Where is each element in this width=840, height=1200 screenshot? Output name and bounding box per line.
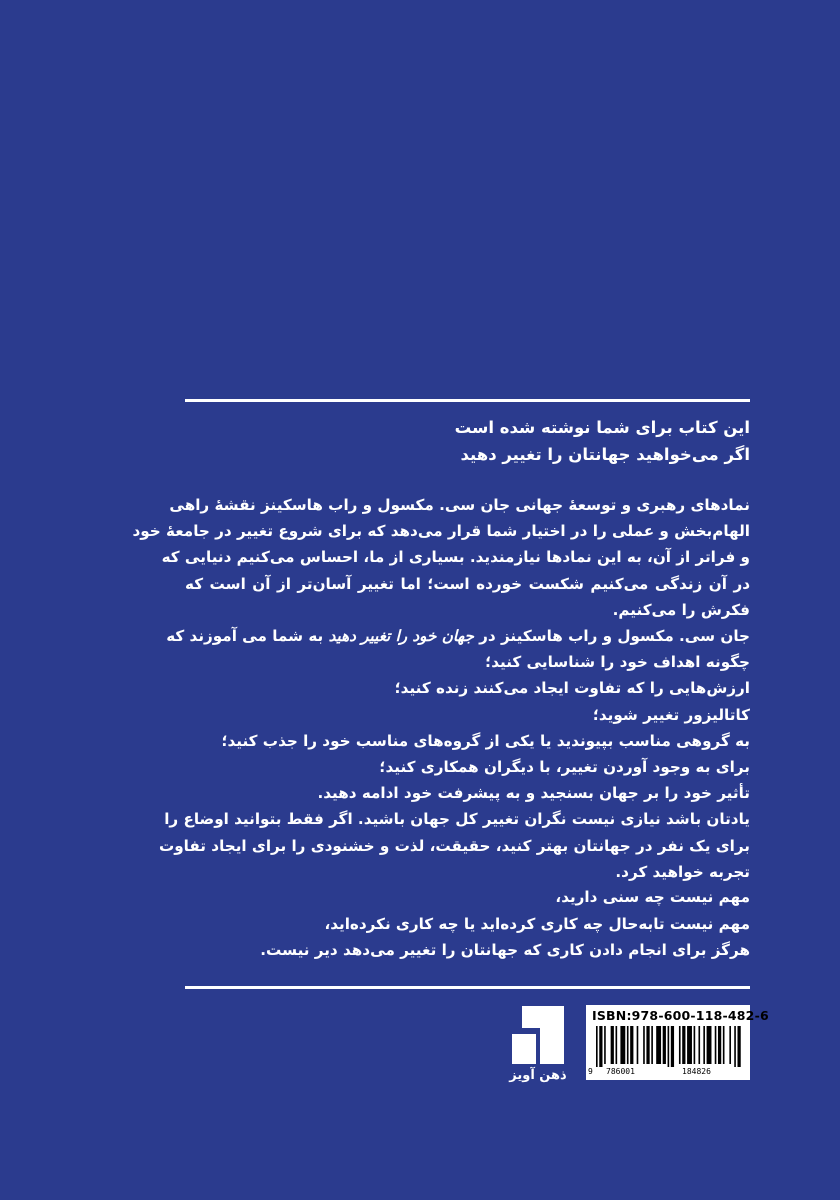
blurb-line: تأثیر خود را بر جهان بسنجید و به پیشرفت خود ادامه دهید. [317,784,750,803]
blurb-line: کاتالیزور تغییر شوید؛ [592,705,750,724]
barcode-bar [637,1026,639,1064]
barcode-bar [703,1026,705,1064]
isbn-label: ISBN:978-600-118-482-6 [592,1008,769,1023]
barcode-bar [737,1026,740,1068]
blurb-text [132,492,750,885]
barcode-bar [596,1026,598,1068]
barcode-bar [687,1026,692,1064]
barcode-digit-group-1: 786001 [606,1067,635,1076]
barcode-bar [668,1026,670,1068]
barcode-bar [630,1026,633,1064]
barcode-bar [611,1026,614,1064]
blurb-line: ارزش‌هایی را که تفاوت ایجاد می‌کنند زنده کنید؛ [394,679,750,698]
barcode-bar [723,1026,725,1064]
blurb-line: برای یک نفر در جهانتان بهتر کنید، حقیقت، لذت و خشنودی را برای ایجاد تفاوت [158,836,750,855]
barcode-bar [715,1026,717,1064]
barcode-bar [671,1026,674,1068]
barcode-bar [707,1026,712,1064]
barcode-bar [656,1026,661,1064]
barcode-bar [616,1026,618,1064]
barcode-bar [604,1026,606,1064]
barcode-digit-lead: 9 [588,1067,593,1076]
barcode-bar [646,1026,649,1064]
barcode-bar [698,1026,700,1064]
blurb-line: چگونه اهداف خود را شناسایی کنید؛ [485,653,750,672]
barcode-bar [620,1026,625,1064]
blurb-line-with-title [166,623,750,649]
cover-heading [185,414,750,468]
barcode-bar [682,1026,685,1064]
publisher-logo-icon [508,1004,568,1066]
closing-line-2: مهم نیست تابه‌حال چه کاری کرده‌اید یا چه کاری نکرده‌اید، [324,914,750,933]
blurb-line: برای به وجود آوردن تغییر، با دیگران همکاری کنید؛ [379,758,750,777]
barcode-bar [694,1026,696,1064]
barcode-bar [729,1026,731,1064]
barcode-bar [718,1026,721,1064]
blurb-line: یادتان باشد نیازی نیست نگران تغییر کل جهان باشید. اگر فقط بتوانید اوضاع را [164,810,750,829]
blurb-line: نمادهای رهبری و توسعهٔ جهانی جان سی. مکسول و راب هاسکینز نقشهٔ راهی [169,496,750,514]
barcode-bar [663,1026,666,1064]
blurb-line: در آن زندگی می‌کنیم شکست خورده است؛ اما تغییر آسان‌تر از آن است که [185,574,750,593]
publisher-name: ذهن آویز [509,1068,567,1083]
barcode-bar [643,1026,645,1064]
closing-line-3: هرگز برای انجام دادن کاری که جهانتان را تغییر می‌دهد دیر نیست. [260,941,750,959]
barcode-digits [586,1067,750,1079]
isbn-barcode [586,1005,769,1080]
blurb-line: فکرش را می‌کنیم. [612,600,750,619]
barcode-bar [679,1026,681,1064]
blurb-text-segment: به شما می آموزند که [166,627,329,646]
top-divider [185,399,750,402]
heading-line-2: اگر می‌خواهید جهانتان را تغییر دهید [460,445,750,464]
barcode-bar [734,1026,736,1068]
bottom-divider [185,986,750,989]
book-title: جهان خود را تغییر دهید [328,627,474,646]
barcode-digit-group-2: 184826 [682,1067,711,1076]
barcode-bar [651,1026,653,1064]
barcode-bars [596,1026,744,1068]
barcode-bar [627,1026,629,1064]
publisher-logo [508,1004,568,1088]
blurb-line: و فراتر از آن، به این نمادها نیازمندید. بسیاری از ما، احساس می‌کنیم دنیایی که [161,548,750,567]
blurb-text-segment: جان سی. مکسول و راب هاسکینز در [473,627,750,646]
blurb-line: تجربه خواهید کرد. [615,862,750,881]
closing-text [185,884,750,964]
barcode-bar [599,1026,602,1068]
closing-line-1: مهم نیست چه سنی دارید، [555,888,750,906]
heading-line-1: این کتاب برای شما نوشته شده است [454,418,750,437]
blurb-line: به گروهی مناسب بپیوندید یا یکی از گروه‌های مناسب خود را جذب کنید؛ [221,731,750,750]
blurb-line: الهام‌بخش و عملی را در اختیار شما قرار می‌دهد که برای شروع تغییر در جامعهٔ خود [132,522,750,541]
